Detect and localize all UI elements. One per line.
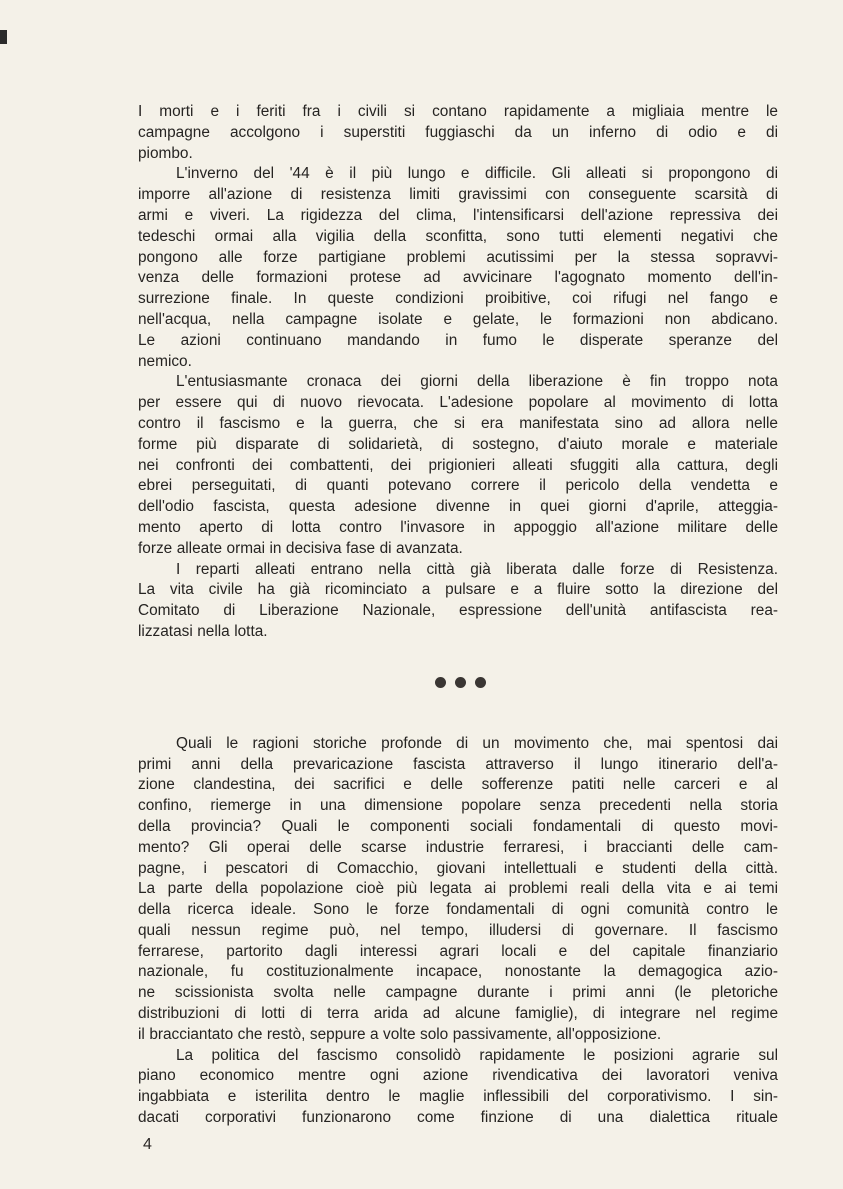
text-line: L'entusiasmante cronaca dei giorni della liberazione è fin troppo nota: [176, 373, 778, 391]
separator-dot: [475, 677, 486, 688]
text-line: La parte della popolazione cioè più legata ai problemi reali della vita e ai temi: [138, 880, 778, 898]
text-line: mento aperto di lotta contro l'invasore in appoggio all'azione militare delle: [138, 518, 778, 536]
text-line: il bracciantato che restò, seppure a volte solo passivamente, all'opposizione.: [138, 1025, 662, 1043]
text-line: zione clandestina, dei sacrifici e delle sofferenze patiti nelle carceri e al: [138, 776, 778, 794]
paragraph: [138, 102, 778, 164]
text-line: Quali le ragioni storiche profonde di un movimento che, mai spentosi dai: [176, 734, 778, 752]
text-line: forze alleate ormai in decisiva fase di avanzata.: [138, 539, 463, 557]
separator-dot: [435, 677, 446, 688]
text-line: nazionale, fu costituzionalmente incapace, nonostante la demagogica azio-: [138, 963, 778, 981]
text-line: nei confronti dei combattenti, dei prigionieri alleati sfuggiti alla cattura, degli: [138, 456, 778, 474]
section-separator: [138, 677, 778, 688]
text-line: La vita civile ha già ricominciato a pulsare e a fluire sotto la direzione del: [138, 581, 778, 599]
text-section-2: [138, 734, 778, 1129]
text-line: nell'acqua, nella campagne isolate e gelate, le formazioni non abdicano.: [138, 310, 778, 328]
text-line: Le azioni continuano mandando in fumo le disperate speranze del: [138, 331, 778, 349]
text-line: ebrei perseguitati, di quanti potevano correre il pericolo della vendetta e: [138, 477, 778, 495]
text-line: pagne, i pescatori di Comacchio, giovani intellettuali e studenti della città.: [138, 859, 778, 877]
text-line: ferrarese, partorito dagli interessi agrari locali e del capitale finanziario: [138, 942, 778, 960]
text-line: venza delle formazioni protese ad avvicinare l'agognato momento dell'in-: [138, 269, 778, 287]
text-line: imporre all'azione di resistenza limiti gravissimi con conseguente scarsità di: [138, 186, 778, 204]
text-line: piano economico mentre ogni azione rivendicativa dei lavoratori veniva: [138, 1067, 778, 1085]
text-line: I morti e i feriti fra i civili si contano rapidamente a migliaia mentre le: [138, 103, 778, 120]
text-line: per essere qui di nuovo rievocata. L'adesione popolare al movimento di lotta: [138, 394, 778, 412]
paragraph: [138, 734, 778, 1046]
page-number: 4: [143, 1136, 152, 1153]
text-line: pongono alle forze partigiane problemi acutissimi per la stessa sopravvi-: [138, 248, 778, 266]
paragraph: [138, 560, 778, 643]
text-line: La politica del fascismo consolidò rapidamente le posizioni agrarie sul: [176, 1046, 778, 1064]
text-line: dacati corporativi funzionarono come finzione di una dialettica rituale: [138, 1109, 778, 1127]
text-line: ne scissionista svolta nelle campagne durante i primi anni (le pletoriche: [138, 984, 778, 1002]
text-line: nemico.: [138, 352, 192, 370]
paragraph: [138, 1046, 778, 1129]
text-line: distribuzioni di lotti di terra arida ad alcune famiglie), di integrare nel regime: [138, 1005, 778, 1023]
text-line: quali nessun regime può, nel tempo, illudersi di governare. Il fascismo: [138, 921, 778, 939]
text-line: armi e viveri. La rigidezza del clima, l'intensificarsi dell'azione repressiva dei: [138, 206, 778, 224]
text-line: primi anni della prevaricazione fascista attraverso il lungo itinerario dell'a-: [138, 755, 778, 773]
text-line: campagne accolgono i superstiti fuggiaschi da un inferno di odio e di: [138, 123, 778, 141]
separator-dot: [455, 677, 466, 688]
text-line: piombo.: [138, 144, 193, 162]
text-line: della ricerca ideale. Sono le forze fondamentali di ogni comunità contro le: [138, 901, 778, 919]
text-line: lizzatasi nella lotta.: [138, 622, 268, 640]
text-line: della provincia? Quali le componenti sociali fondamentali di questo movi-: [138, 817, 778, 835]
text-line: mento? Gli operai delle scarse industrie ferraresi, i braccianti delle cam-: [138, 838, 778, 856]
text-line: forme più disparate di solidarietà, di sostegno, d'aiuto morale e materiale: [138, 435, 778, 453]
text-line: contro il fascismo e la guerra, che si era manifestata sino ad allora nelle: [138, 414, 778, 432]
text-line: Comitato di Liberazione Nazionale, espressione dell'unità antifascista rea-: [138, 602, 778, 620]
paragraph: [138, 164, 778, 372]
text-line: confino, riemerge in una dimensione popolare senza precedenti nella storia: [138, 797, 778, 815]
text-line: surrezione finale. In queste condizioni proibitive, coi rifugi nel fango e: [138, 290, 778, 308]
text-section-1: [138, 102, 778, 643]
page-body: [138, 100, 778, 1129]
text-line: ingabbiata e isterilita dentro le maglie inflessibili del corporativismo. I sin-: [138, 1088, 778, 1106]
text-line: dell'odio fascista, questa adesione divenne in quei giorni d'aprile, atteggia-: [138, 498, 778, 516]
text-line: I reparti alleati entrano nella città già liberata dalle forze di Resistenza.: [176, 560, 778, 578]
text-line: tedeschi ormai alla vigilia della sconfitta, sono tutti elementi negativi che: [138, 227, 778, 245]
paragraph: [138, 372, 778, 559]
scan-edge-mark: [0, 30, 7, 44]
text-line: L'inverno del '44 è il più lungo e difficile. Gli alleati si propongono di: [176, 165, 778, 183]
